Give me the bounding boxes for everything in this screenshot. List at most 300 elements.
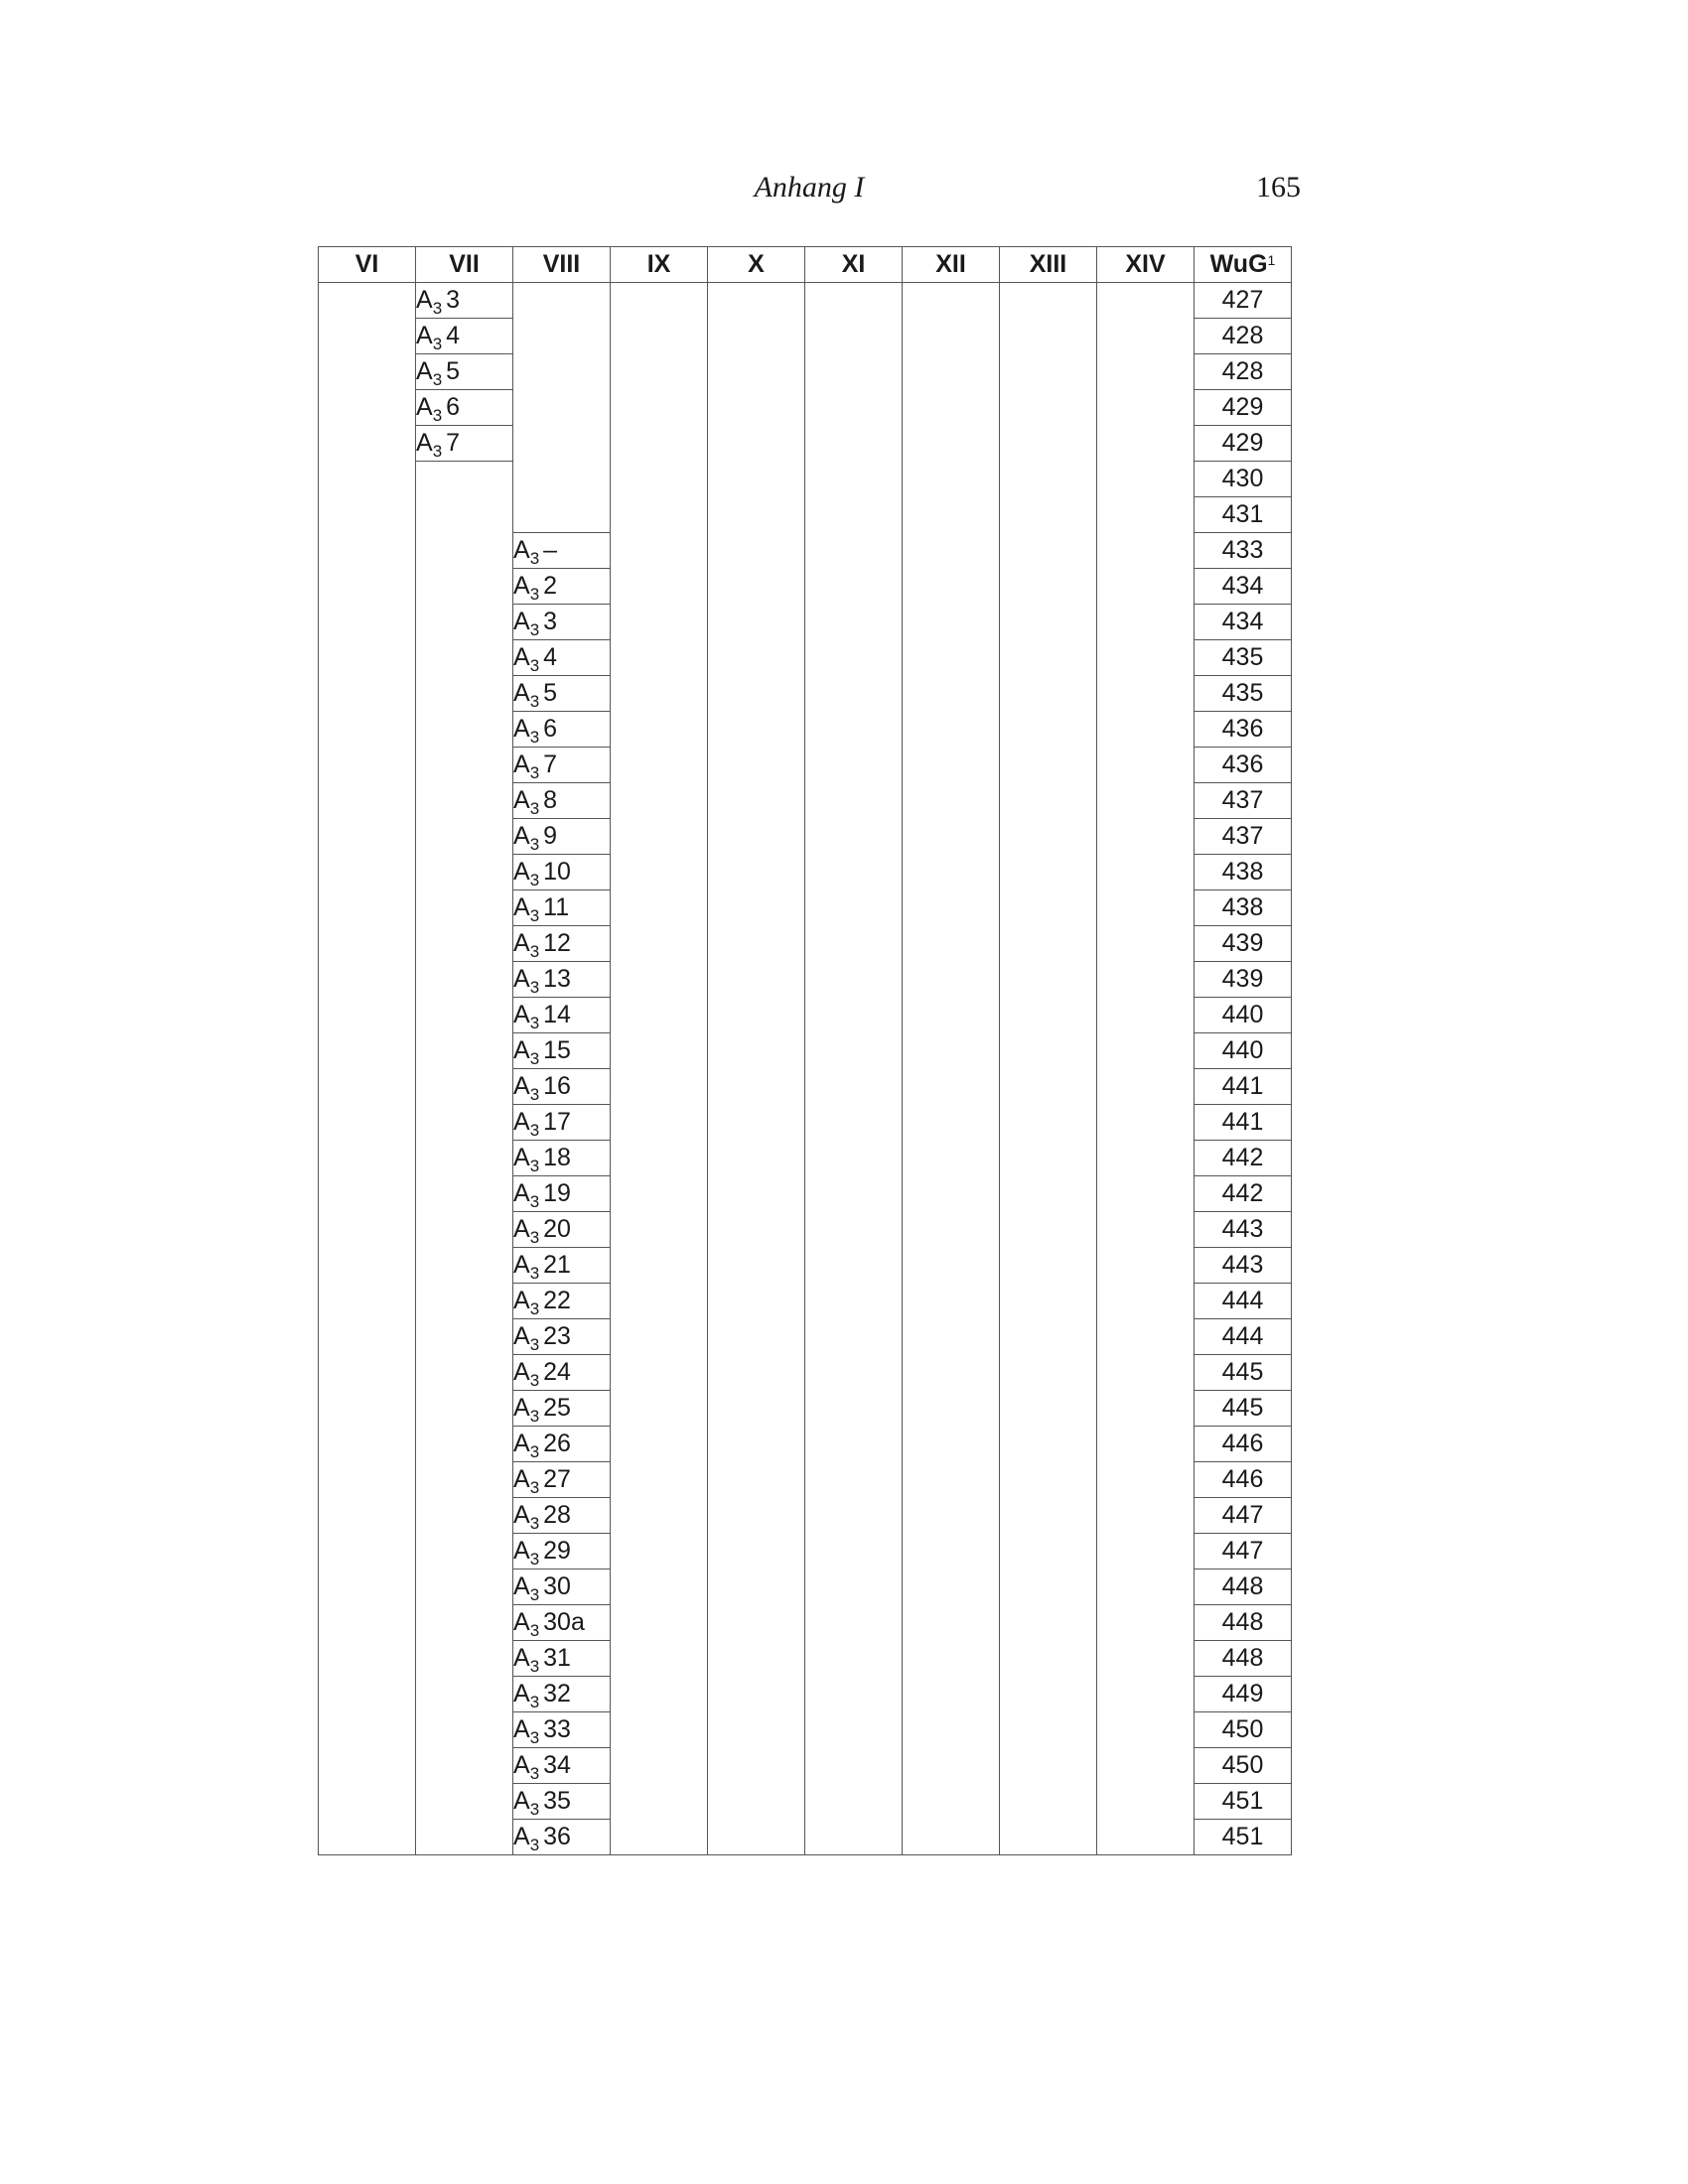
cell-xi-empty <box>805 283 903 319</box>
sigil <box>416 429 461 461</box>
table-row <box>319 712 1292 748</box>
cell-xii-empty <box>903 1319 1000 1355</box>
sigil-number: 24 <box>543 1358 571 1386</box>
sigil <box>513 1144 571 1175</box>
cell-vii-empty <box>416 819 513 855</box>
cell-x-empty <box>708 819 805 855</box>
cell-xi-empty <box>805 1712 903 1748</box>
cell-vi-empty <box>319 1176 416 1212</box>
cell-xi-empty <box>805 926 903 962</box>
cell-vi-empty <box>319 1427 416 1462</box>
cell-xiii-empty <box>1000 640 1097 676</box>
cell-wug: 451 <box>1195 1784 1292 1820</box>
sigil-prefix: A <box>513 1179 530 1207</box>
cell-xii-empty <box>903 783 1000 819</box>
cell-x-empty <box>708 497 805 533</box>
cell-x-empty <box>708 676 805 712</box>
cell-x-empty <box>708 283 805 319</box>
cell-viii-sigil <box>513 1391 611 1427</box>
sigil <box>513 1287 571 1318</box>
cell-wug: 428 <box>1195 319 1292 354</box>
cell-x-empty <box>708 998 805 1033</box>
cell-vii-sigil <box>416 426 513 462</box>
sigil-subscript: 3 <box>432 442 443 461</box>
sigil-subscript: 3 <box>529 1407 540 1426</box>
cell-wug: 447 <box>1195 1534 1292 1570</box>
cell-vii-empty <box>416 1820 513 1855</box>
table-row <box>319 1105 1292 1141</box>
cell-xiv-empty <box>1097 1784 1195 1820</box>
cell-wug: 444 <box>1195 1319 1292 1355</box>
cell-vii-empty <box>416 855 513 890</box>
sigil-prefix: A <box>513 1251 530 1279</box>
cell-x-empty <box>708 1248 805 1284</box>
cell-wug: 429 <box>1195 426 1292 462</box>
table-row <box>319 1784 1292 1820</box>
cell-xii-empty <box>903 283 1000 319</box>
cell-wug: 434 <box>1195 569 1292 605</box>
cell-x-empty <box>708 1391 805 1427</box>
cell-wug: 441 <box>1195 1105 1292 1141</box>
table-row <box>319 855 1292 890</box>
cell-viii-sigil <box>513 712 611 748</box>
cell-xi-empty <box>805 1284 903 1319</box>
cell-vi-empty <box>319 497 416 533</box>
cell-viii-sigil <box>513 748 611 783</box>
sigil <box>513 1179 571 1211</box>
cell-vi-empty <box>319 1570 416 1605</box>
sigil <box>513 536 558 568</box>
sigil-subscript: 3 <box>529 978 540 997</box>
cell-xiii-empty <box>1000 1069 1097 1105</box>
cell-wug: 442 <box>1195 1141 1292 1176</box>
cell-xii-empty <box>903 319 1000 354</box>
concordance-table-wrap <box>318 246 1292 1855</box>
cell-xii-empty <box>903 1462 1000 1498</box>
cell-ix-empty <box>611 319 708 354</box>
cell-viii-sigil <box>513 819 611 855</box>
cell-xiv-empty <box>1097 890 1195 926</box>
sigil-prefix: A <box>513 858 530 886</box>
sigil-subscript: 3 <box>529 656 540 675</box>
sigil-subscript: 3 <box>529 763 540 782</box>
table-row <box>319 533 1292 569</box>
sigil-subscript: 3 <box>529 1049 540 1068</box>
cell-xii-empty <box>903 1141 1000 1176</box>
cell-viii-sigil <box>513 1033 611 1069</box>
cell-xii-empty <box>903 748 1000 783</box>
cell-xiv-empty <box>1097 1462 1195 1498</box>
sigil-number: 20 <box>543 1215 571 1243</box>
cell-ix-empty <box>611 1284 708 1319</box>
cell-vii-empty <box>416 640 513 676</box>
cell-xi-empty <box>805 962 903 998</box>
cell-xi-empty <box>805 1641 903 1677</box>
table-row <box>319 319 1292 354</box>
cell-vii-sigil <box>416 354 513 390</box>
cell-wug: 447 <box>1195 1498 1292 1534</box>
cell-vi-empty <box>319 962 416 998</box>
cell-xi-empty <box>805 1355 903 1391</box>
cell-ix-empty <box>611 283 708 319</box>
cell-xiv-empty <box>1097 533 1195 569</box>
cell-xiii-empty <box>1000 1820 1097 1855</box>
cell-xiv-empty <box>1097 1391 1195 1427</box>
cell-viii-sigil <box>513 640 611 676</box>
cell-xiii-empty <box>1000 1784 1097 1820</box>
sigil-number: 17 <box>543 1108 571 1136</box>
cell-x-empty <box>708 1284 805 1319</box>
cell-vii-empty <box>416 1248 513 1284</box>
cell-xiv-empty <box>1097 1498 1195 1534</box>
cell-vi-empty <box>319 319 416 354</box>
cell-xiii-empty <box>1000 1212 1097 1248</box>
cell-viii-sigil <box>513 1748 611 1784</box>
cell-wug: 439 <box>1195 962 1292 998</box>
cell-vii-empty <box>416 569 513 605</box>
sigil <box>513 1215 571 1247</box>
cell-xii-empty <box>903 1284 1000 1319</box>
sigil-subscript: 3 <box>529 1192 540 1211</box>
sigil-prefix: A <box>513 1036 530 1064</box>
cell-x-empty <box>708 926 805 962</box>
cell-xiv-empty <box>1097 1141 1195 1176</box>
cell-xi-empty <box>805 426 903 462</box>
cell-viii-sigil <box>513 1212 611 1248</box>
sigil-prefix: A <box>416 322 433 349</box>
sigil-prefix: A <box>513 1108 530 1136</box>
sigil-number: 35 <box>543 1787 571 1815</box>
sigil-number: 23 <box>543 1322 571 1350</box>
sigil-subscript: 3 <box>529 1228 540 1247</box>
cell-xi-empty <box>805 319 903 354</box>
cell-vi-empty <box>319 426 416 462</box>
table-row <box>319 462 1292 497</box>
cell-xiv-empty <box>1097 605 1195 640</box>
cell-xiii-empty <box>1000 1677 1097 1712</box>
cell-xii-empty <box>903 1105 1000 1141</box>
sigil-subscript: 3 <box>529 1085 540 1104</box>
cell-xiv-empty <box>1097 462 1195 497</box>
cell-viii-sigil <box>513 1534 611 1570</box>
cell-viii-sigil <box>513 676 611 712</box>
cell-xi-empty <box>805 1570 903 1605</box>
sigil-subscript: 3 <box>529 692 540 711</box>
sigil <box>513 1430 571 1461</box>
cell-x-empty <box>708 426 805 462</box>
cell-xii-empty <box>903 676 1000 712</box>
cell-vi-empty <box>319 1641 416 1677</box>
sigil-prefix: A <box>513 929 530 957</box>
cell-vii-empty <box>416 1748 513 1784</box>
cell-xii-empty <box>903 569 1000 605</box>
cell-xiii-empty <box>1000 569 1097 605</box>
cell-xii-empty <box>903 1176 1000 1212</box>
cell-vii-empty <box>416 1355 513 1391</box>
cell-xiii-empty <box>1000 1462 1097 1498</box>
cell-x-empty <box>708 1534 805 1570</box>
sigil <box>513 965 571 997</box>
cell-vi-empty <box>319 533 416 569</box>
cell-xiv-empty <box>1097 855 1195 890</box>
sigil <box>513 572 558 604</box>
column-header-xi: XI <box>805 247 903 283</box>
sigil-subscript: 3 <box>529 1585 540 1604</box>
cell-viii-empty <box>513 319 611 354</box>
cell-viii-sigil <box>513 1284 611 1319</box>
cell-vii-sigil <box>416 390 513 426</box>
cell-xii-empty <box>903 1641 1000 1677</box>
sigil-number: 18 <box>543 1144 571 1171</box>
cell-wug: 431 <box>1195 497 1292 533</box>
cell-xi-empty <box>805 1105 903 1141</box>
cell-xiv-empty <box>1097 1820 1195 1855</box>
cell-x-empty <box>708 569 805 605</box>
sigil-subscript: 3 <box>529 1550 540 1569</box>
cell-xiv-empty <box>1097 1284 1195 1319</box>
sigil-subscript: 3 <box>432 370 443 389</box>
sigil-number: 3 <box>543 608 558 635</box>
table-row <box>319 640 1292 676</box>
cell-xii-empty <box>903 926 1000 962</box>
sigil-number: 25 <box>543 1394 571 1422</box>
cell-xi-empty <box>805 1033 903 1069</box>
cell-xi-empty <box>805 1069 903 1105</box>
table-body <box>319 283 1292 1855</box>
cell-vi-empty <box>319 748 416 783</box>
sigil-number: 6 <box>543 715 558 743</box>
sigil-number: 7 <box>543 751 558 778</box>
table-row <box>319 1605 1292 1641</box>
table-row <box>319 390 1292 426</box>
sigil-prefix: A <box>513 822 530 850</box>
cell-xii-empty <box>903 1820 1000 1855</box>
sigil-subscript: 3 <box>529 942 540 961</box>
sigil <box>513 1715 571 1747</box>
cell-vii-empty <box>416 1212 513 1248</box>
sigil-number: 3 <box>446 286 461 314</box>
cell-vi-empty <box>319 1605 416 1641</box>
cell-wug: 440 <box>1195 1033 1292 1069</box>
sigil-prefix: A <box>513 893 530 921</box>
sigil <box>513 893 570 925</box>
table-row <box>319 605 1292 640</box>
cell-viii-empty <box>513 390 611 426</box>
cell-xiv-empty <box>1097 1427 1195 1462</box>
sigil-number: 5 <box>543 679 558 707</box>
cell-xiii-empty <box>1000 712 1097 748</box>
sigil-prefix: A <box>513 1823 530 1850</box>
sigil-subscript: 3 <box>529 1621 540 1640</box>
table-row <box>319 1284 1292 1319</box>
cell-xiv-empty <box>1097 1105 1195 1141</box>
cell-viii-sigil <box>513 1105 611 1141</box>
cell-viii-sigil <box>513 962 611 998</box>
cell-viii-sigil <box>513 890 611 926</box>
sigil <box>513 929 571 961</box>
cell-xii-empty <box>903 1605 1000 1641</box>
cell-xiii-empty <box>1000 1355 1097 1391</box>
sigil-subscript: 3 <box>529 871 540 889</box>
cell-xii-empty <box>903 1498 1000 1534</box>
cell-ix-empty <box>611 1105 708 1141</box>
cell-vii-empty <box>416 1498 513 1534</box>
cell-vi-empty <box>319 1462 416 1498</box>
cell-ix-empty <box>611 855 708 890</box>
cell-viii-sigil <box>513 1176 611 1212</box>
cell-vii-empty <box>416 462 513 497</box>
cell-x-empty <box>708 783 805 819</box>
cell-xiv-empty <box>1097 712 1195 748</box>
cell-x-empty <box>708 855 805 890</box>
cell-ix-empty <box>611 1427 708 1462</box>
cell-x-empty <box>708 1605 805 1641</box>
cell-xiv-empty <box>1097 569 1195 605</box>
cell-x-empty <box>708 1069 805 1105</box>
cell-xiv-empty <box>1097 1534 1195 1570</box>
cell-xii-empty <box>903 605 1000 640</box>
cell-wug: 448 <box>1195 1641 1292 1677</box>
cell-xi-empty <box>805 533 903 569</box>
table-row <box>319 1677 1292 1712</box>
cell-viii-sigil <box>513 533 611 569</box>
cell-vii-empty <box>416 783 513 819</box>
cell-wug: 446 <box>1195 1462 1292 1498</box>
sigil <box>416 357 461 389</box>
cell-wug: 443 <box>1195 1248 1292 1284</box>
cell-viii-sigil <box>513 926 611 962</box>
cell-vi-empty <box>319 1391 416 1427</box>
cell-xiv-empty <box>1097 354 1195 390</box>
cell-xiv-empty <box>1097 319 1195 354</box>
cell-vii-empty <box>416 1784 513 1820</box>
cell-ix-empty <box>611 1391 708 1427</box>
sigil-subscript: 3 <box>529 1728 540 1747</box>
cell-viii-sigil <box>513 1820 611 1855</box>
sigil-prefix: A <box>513 1394 530 1422</box>
sigil-subscript: 3 <box>529 1478 540 1497</box>
cell-wug: 434 <box>1195 605 1292 640</box>
page-number: 165 <box>1256 171 1301 204</box>
sigil-prefix: A <box>513 965 530 993</box>
cell-xiv-empty <box>1097 998 1195 1033</box>
cell-xiv-empty <box>1097 1248 1195 1284</box>
sigil-prefix: A <box>513 1072 530 1100</box>
cell-wug: 441 <box>1195 1069 1292 1105</box>
cell-xi-empty <box>805 1820 903 1855</box>
cell-xii-empty <box>903 890 1000 926</box>
sigil-subscript: 3 <box>529 1514 540 1533</box>
cell-ix-empty <box>611 605 708 640</box>
cell-xiv-empty <box>1097 1605 1195 1641</box>
sigil-prefix: A <box>416 286 433 314</box>
cell-ix-empty <box>611 783 708 819</box>
cell-vii-empty <box>416 1570 513 1605</box>
cell-xiv-empty <box>1097 962 1195 998</box>
sigil-prefix: A <box>513 1787 530 1815</box>
cell-wug: 428 <box>1195 354 1292 390</box>
cell-wug: 440 <box>1195 998 1292 1033</box>
cell-xiv-empty <box>1097 748 1195 783</box>
cell-xi-empty <box>805 354 903 390</box>
cell-vi-empty <box>319 783 416 819</box>
cell-vii-empty <box>416 1605 513 1641</box>
column-header-xiii: XIII <box>1000 247 1097 283</box>
cell-ix-empty <box>611 962 708 998</box>
cell-viii-sigil <box>513 1712 611 1748</box>
sigil-number: 29 <box>543 1537 571 1565</box>
cell-xiv-empty <box>1097 676 1195 712</box>
cell-vii-empty <box>416 1284 513 1319</box>
cell-xiii-empty <box>1000 1570 1097 1605</box>
cell-vi-empty <box>319 1284 416 1319</box>
cell-xiv-empty <box>1097 1212 1195 1248</box>
cell-x-empty <box>708 319 805 354</box>
cell-x-empty <box>708 354 805 390</box>
sigil-number: 13 <box>543 965 571 993</box>
cell-ix-empty <box>611 1033 708 1069</box>
cell-vi-empty <box>319 569 416 605</box>
column-header-x: X <box>708 247 805 283</box>
cell-x-empty <box>708 1319 805 1355</box>
sigil <box>513 1537 571 1569</box>
sigil-prefix: A <box>513 1287 530 1314</box>
cell-viii-sigil <box>513 1462 611 1498</box>
cell-viii-sigil <box>513 998 611 1033</box>
cell-vi-empty <box>319 1105 416 1141</box>
cell-x-empty <box>708 1427 805 1462</box>
sigil <box>513 822 558 854</box>
cell-viii-empty <box>513 283 611 319</box>
cell-xiv-empty <box>1097 1712 1195 1748</box>
sigil-prefix: A <box>513 1715 530 1743</box>
table-row <box>319 676 1292 712</box>
cell-vi-empty <box>319 605 416 640</box>
column-header-vi: VI <box>319 247 416 283</box>
sigil-subscript: 3 <box>529 549 540 568</box>
cell-xii-empty <box>903 1248 1000 1284</box>
sigil-subscript: 3 <box>529 906 540 925</box>
sigil-subscript: 3 <box>529 1442 540 1461</box>
cell-ix-empty <box>611 998 708 1033</box>
cell-xii-empty <box>903 819 1000 855</box>
cell-vi-empty <box>319 1677 416 1712</box>
cell-wug: 446 <box>1195 1427 1292 1462</box>
sigil-prefix: A <box>513 1465 530 1493</box>
cell-xiii-empty <box>1000 1641 1097 1677</box>
cell-x-empty <box>708 640 805 676</box>
cell-vii-empty <box>416 1141 513 1176</box>
sigil <box>513 751 558 782</box>
cell-xii-empty <box>903 1570 1000 1605</box>
cell-xiii-empty <box>1000 462 1097 497</box>
table-row <box>319 283 1292 319</box>
sigil-prefix: A <box>513 572 530 600</box>
sigil <box>513 1751 571 1783</box>
cell-wug: 433 <box>1195 533 1292 569</box>
cell-x-empty <box>708 390 805 426</box>
sigil-subscript: 3 <box>432 406 443 425</box>
cell-wug: 445 <box>1195 1355 1292 1391</box>
table-row <box>319 1820 1292 1855</box>
cell-xiv-empty <box>1097 1748 1195 1784</box>
cell-viii-sigil <box>513 855 611 890</box>
cell-ix-empty <box>611 1176 708 1212</box>
sigil-subscript: 3 <box>529 799 540 818</box>
cell-xii-empty <box>903 1069 1000 1105</box>
cell-xi-empty <box>805 712 903 748</box>
sigil-prefix: A <box>513 1572 530 1600</box>
